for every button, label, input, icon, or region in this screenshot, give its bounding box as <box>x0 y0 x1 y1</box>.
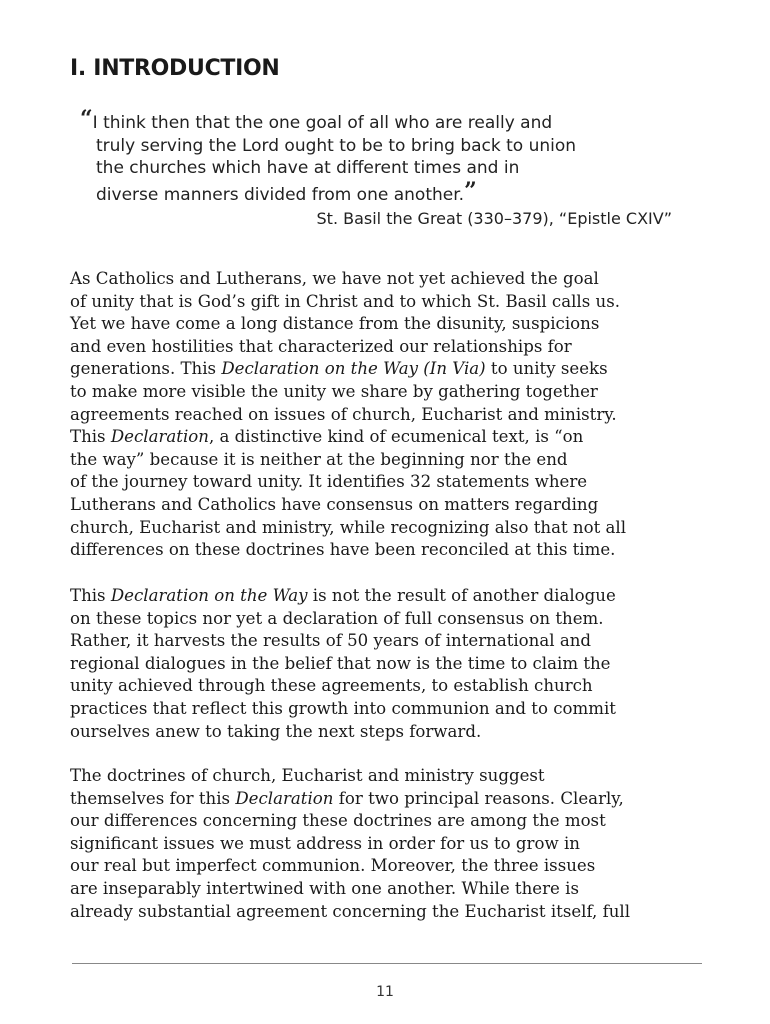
text-line: Rather, it harvests the results of 50 years of international and <box>70 631 592 651</box>
text-line: and even hostilities that characterized our relationships for <box>70 336 572 356</box>
text-line: This Declaration on the Way is not the result of another dialogue <box>70 586 616 605</box>
text-line: agreements reached on issues of church, Eucharist and ministry. <box>70 404 617 424</box>
paragraph-2 <box>70 585 710 743</box>
page-number: 11 <box>376 984 394 1000</box>
text-line: are inseparably intertwined with one another. While there is <box>70 878 579 898</box>
text-line: regional dialogues in the belief that now is the time to claim the <box>70 653 611 673</box>
italic-title: Declaration <box>110 427 209 447</box>
quote-attribution: St. Basil the Great (330–379), “Epistle CXIV” <box>316 209 672 228</box>
text-line: generations. This Declaration on the Way (In Via) to unity seeks <box>70 359 608 379</box>
text-line: Yet we have come a long distance from the disunity, suspicions <box>70 314 600 334</box>
quote-line <box>80 177 700 207</box>
quote-line-text: I think then that the one goal of all who are really and <box>92 113 553 133</box>
text-line: This Declaration, a distinctive kind of ecumenical text, is “on <box>70 427 584 447</box>
text-line: differences on these doctrines have been reconciled at this time. <box>70 540 616 560</box>
quote-line-text: diverse manners divided from one another. <box>96 184 465 205</box>
text-line: church, Eucharist and ministry, while recognizing also that not all <box>70 517 627 537</box>
text-line: of unity that is God’s gift in Christ and to which St. Basil calls us. <box>70 291 621 311</box>
text-line: significant issues we must address in order for us to grow in <box>70 833 580 853</box>
text-line: unity achieved through these agreements, to establish church <box>70 676 593 696</box>
text-line: As Catholics and Lutherans, we have not yet achieved the goal <box>70 269 599 288</box>
open-quote-mark: “ <box>80 106 93 132</box>
paragraph-1 <box>70 268 710 562</box>
epigraph-quote <box>80 108 700 206</box>
text-line: to make more visible the unity we share by gathering together <box>70 381 598 401</box>
quote-line: truly serving the Lord ought to be to bring back to union <box>96 135 577 156</box>
quote-line <box>80 108 700 135</box>
text-line: practices that reflect this growth into communion and to commit <box>70 698 616 718</box>
text-line: our differences concerning these doctrines are among the most <box>70 811 606 831</box>
paragraph-3 <box>70 765 710 923</box>
text-line: of the journey toward unity. It identifies 32 statements where <box>70 472 588 492</box>
text-line: the way” because it is neither at the beginning nor the end <box>70 449 568 469</box>
text-line: The doctrines of church, Eucharist and ministry suggest <box>70 766 545 785</box>
text-line: themselves for this Declaration for two principal reasons. Clearly, <box>70 788 624 808</box>
section-heading: I. INTRODUCTION <box>70 56 280 81</box>
quote-line: the churches which have at different times and in <box>96 158 520 178</box>
italic-title: Declaration on the Way (In Via) <box>221 359 486 379</box>
close-quote-mark: ” <box>464 177 477 204</box>
text-line: ourselves anew to taking the next steps forward. <box>70 721 482 741</box>
text-line: already substantial agreement concerning the Eucharist itself, full <box>70 901 631 921</box>
italic-title: Declaration <box>235 788 334 808</box>
text-line: our real but imperfect communion. Moreover, the three issues <box>70 856 596 876</box>
text-line: on these topics nor yet a declaration of full consensus on them. <box>70 608 604 628</box>
text-line: Lutherans and Catholics have consensus on matters regarding <box>70 494 599 514</box>
italic-title: Declaration on the Way <box>110 586 308 605</box>
footer-divider <box>72 963 702 964</box>
